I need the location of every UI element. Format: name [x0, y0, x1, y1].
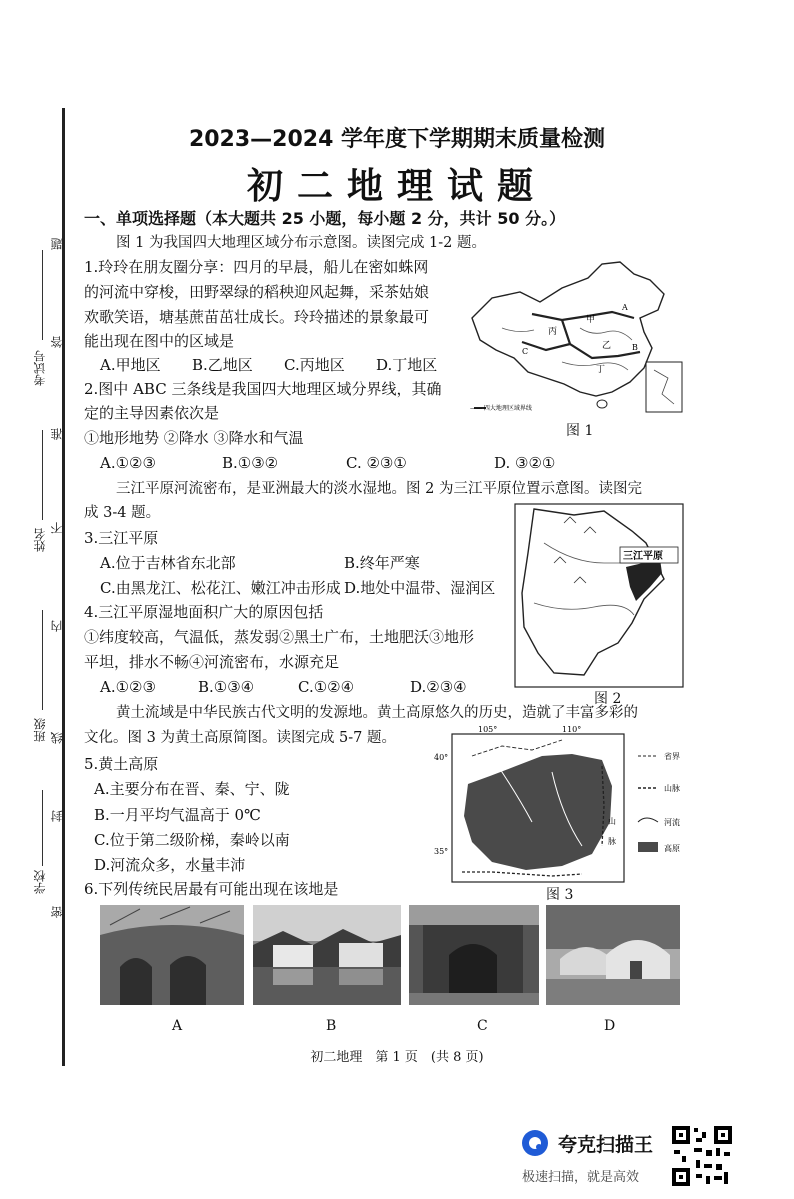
binding-label-class: 班级: [33, 718, 47, 742]
figure-1-china-map: [462, 258, 698, 418]
q5-option-a: A.主要分布在晋、秦、宁、陇: [94, 780, 290, 798]
q2-factors: ①地形地势 ②降水 ③降水和气温: [84, 429, 304, 447]
q3-option-b: B.终年严寒: [344, 554, 420, 572]
fig3-mountain-label: 脉: [608, 837, 616, 846]
intro-fig3-line: 黄土流域是中华民族古代文明的发源地。黄土高原悠久的历史，造就了丰富多彩的: [116, 705, 638, 721]
photo-label-a: A: [172, 1018, 183, 1034]
fig1-line-a: A: [622, 303, 628, 312]
fig3-lon-110: 110°: [562, 726, 582, 734]
binding-mark: 封: [50, 810, 64, 822]
intro-fig1: 图 1 为我国四大地理区域分布示意图。读图完成 1-2 题。: [116, 235, 487, 251]
q5-option-b: B.一月平均气温高于 0℃: [94, 806, 261, 824]
fill-line-exam-no: [42, 250, 43, 340]
q1-option-c: C.丙地区: [284, 356, 345, 374]
q1-line: 1.玲玲在朋友圈分享：四月的早晨，船儿在密如蛛网: [84, 258, 429, 276]
photo-label-c: C: [477, 1018, 488, 1034]
binding-mark: 题: [50, 238, 64, 250]
figure-3-caption: 图 3: [546, 887, 574, 903]
intro-fig2-line: 三江平原河流密布，是亚洲最大的淡水湿地。图 2 为三江平原位置示意图。读图完: [116, 481, 642, 497]
intro-fig3-line: 文化。图 3 为黄土高原简图。读图完成 5-7 题。: [84, 730, 397, 746]
q4-option-a: A.①②③: [100, 678, 156, 696]
binding-mark: 密: [50, 906, 64, 918]
fig3-lat-40: 40°: [434, 753, 449, 762]
q2-option-b: B.①③②: [222, 454, 279, 472]
q2-option-d: D. ③②①: [494, 454, 556, 472]
q3-option-d: D.地处中温带、湿润区: [344, 579, 496, 597]
photo-b-water-town: [253, 905, 401, 1005]
fill-line-name: [42, 430, 43, 520]
fig1-line-b: B: [632, 343, 638, 352]
q5-stem: 5.黄土高原: [84, 755, 159, 773]
fig1-region-jia: 甲: [586, 315, 596, 325]
photo-d-yurt: [546, 905, 680, 1005]
binding-mark: 线: [50, 732, 64, 744]
fig3-lon-105: 105°: [478, 726, 498, 734]
fig3-legend-plateau: 高原: [664, 844, 680, 853]
binding-label-school: 学校: [33, 870, 47, 894]
q1-line: 的河流中穿梭，田野翠绿的稻秧迎风起舞，采茶姑娘: [84, 283, 430, 301]
photo-a-cave-dwelling: [100, 905, 244, 1005]
figure-2-caption: 图 2: [594, 691, 622, 707]
q5-option-d: D.河流众多，水量丰沛: [94, 856, 246, 874]
brand-slogan: 极速扫描，就是高效: [522, 1170, 640, 1185]
binding-mark: 答: [50, 336, 64, 348]
binding-mark: 不: [50, 522, 64, 534]
q4-stem: 4.三江平原湿地面积广大的原因包括: [84, 603, 324, 621]
page-footer: 初二地理 第 1 页 (共 8 页): [310, 1050, 484, 1065]
binding-label-exam-no: 考试号: [33, 350, 47, 386]
exam-title: 2023—2024 学年度下学期期末质量检测: [188, 127, 606, 152]
q1-line: 欢歌笑语，塘基蔗苗茁壮成长。玲玲描述的景象最可: [84, 308, 430, 326]
q3-option-c: C.由黑龙江、松花江、嫩江冲击形成: [100, 579, 341, 597]
q5-option-c: C.位于第二级阶梯，秦岭以南: [94, 831, 290, 849]
q3-stem: 3.三江平原: [84, 529, 159, 547]
q2-option-a: A.①②③: [100, 454, 156, 472]
subject-title: 初二地理试题: [246, 165, 547, 207]
q4-option-c: C.①②④: [298, 678, 355, 696]
fig3-lat-35: 35°: [434, 847, 449, 856]
q2-line: 定的主导因素依次是: [84, 404, 220, 422]
binding-line: [62, 108, 65, 1066]
fig1-region-bing: 丙: [548, 327, 558, 337]
q1-line: 能出现在图中的区域是: [84, 332, 235, 350]
fill-line-school: [42, 790, 43, 866]
q2-line: 2.图中 ABC 三条线是我国四大地理区域分界线，其确: [84, 380, 442, 398]
q4-option-d: D.②③④: [410, 678, 467, 696]
binding-mark: 内: [50, 620, 64, 632]
q4-line: ①纬度较高，气温低，蒸发弱②黑土广布，土地肥沃③地形: [84, 628, 475, 646]
q1-option-b: B.乙地区: [192, 356, 253, 374]
q1-option-a: A.甲地区: [100, 356, 161, 374]
section-heading: 一、单项选择题（本大题共 25 小题，每小题 2 分，共计 50 分。）: [84, 209, 566, 228]
qr-code-icon: [670, 1124, 734, 1188]
fig3-legend-mountain: 山脉: [664, 784, 680, 793]
figure-2-sanjiang-map: [514, 503, 684, 688]
brand-name: 夸克扫描王: [558, 1134, 654, 1156]
q2-option-c: C. ②③①: [346, 454, 407, 472]
figure-1-caption: 图 1: [566, 423, 594, 439]
q4-option-b: B.①③④: [198, 678, 255, 696]
fig2-label: 三江平原: [623, 551, 663, 562]
q1-option-d: D.丁地区: [376, 356, 438, 374]
intro-fig2-line: 成 3-4 题。: [84, 505, 161, 521]
fig1-line-c: C: [522, 347, 529, 356]
fig1-region-ding: 丁: [596, 365, 606, 375]
binding-label-name: 姓名: [33, 528, 47, 552]
fig1-legend: —— 四大地理区域界线: [470, 405, 532, 412]
fill-line-class: [42, 610, 43, 710]
q6-stem: 6.下列传统民居最有可能出现在该地是: [84, 880, 339, 898]
photo-c-stone-gate: [409, 905, 539, 1005]
fig3-mountain-label: 山: [608, 817, 616, 826]
q4-line: 平坦，排水不畅④河流密布，水源充足: [84, 653, 340, 671]
quark-logo-icon: [520, 1128, 550, 1158]
photo-label-b: B: [326, 1018, 337, 1034]
fig1-region-yi: 乙: [602, 341, 612, 351]
photo-label-d: D: [604, 1018, 616, 1034]
binding-mark: 准: [50, 428, 64, 440]
q3-option-a: A.位于吉林省东北部: [100, 554, 236, 572]
fig3-legend-river: 河流: [664, 818, 680, 827]
fig3-legend-border: 省界: [664, 752, 680, 761]
figure-3-loess-plateau-map: [432, 726, 692, 886]
